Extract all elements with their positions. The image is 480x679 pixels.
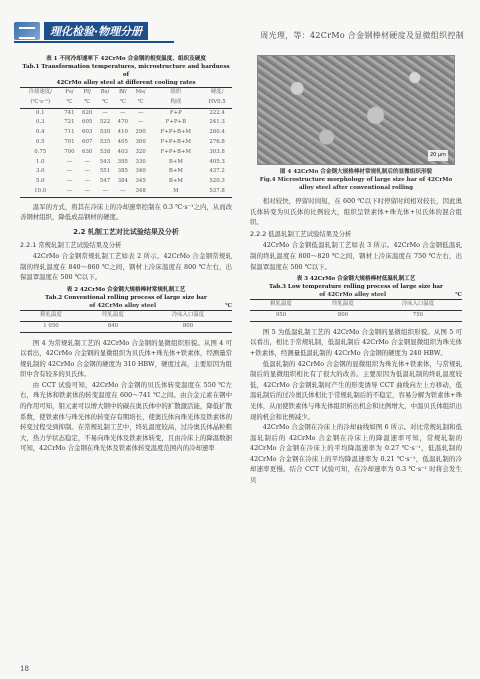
table1-cell: 395	[117, 158, 128, 165]
table1-unit-row	[20, 98, 232, 108]
table1-unit: ℃	[66, 98, 73, 105]
table1-cell: F+P+B+M	[160, 148, 192, 155]
table1-header-row	[20, 88, 232, 98]
table3-header: 冷床入口温度	[401, 301, 435, 308]
table1-cell: 1.0	[35, 158, 45, 165]
table1-cell: —	[66, 187, 73, 194]
table1-row	[20, 138, 232, 148]
table1-cell: —	[84, 178, 90, 185]
table1-cell: 0.3	[35, 119, 45, 126]
table1-row	[20, 177, 232, 187]
table1-cell: F+P	[169, 109, 182, 116]
table1-cell: —	[102, 109, 108, 116]
table2-cell: 840	[107, 322, 119, 329]
left-column	[20, 55, 232, 454]
table1-cell: B+M	[168, 178, 183, 185]
table1-cell: 405.3	[209, 158, 225, 165]
table1-unit: ℃	[102, 98, 109, 105]
journal-name: 理化检验·物理分册	[44, 22, 148, 40]
table1-cell: 405	[117, 138, 128, 145]
table2-title-en2: of 42CrMo alloy steel	[89, 302, 157, 309]
table1	[20, 87, 232, 198]
table2-cell: 800	[182, 322, 194, 329]
table1-cell: 547	[99, 178, 111, 185]
table3-title-en2: of 42CrMo alloy steel	[319, 292, 387, 299]
table1-cell: 522	[99, 119, 111, 126]
figure4-caption-en: Fig.4 Microstructure morphology of large size bar of 42CrMo	[259, 177, 453, 183]
table1-row	[20, 167, 232, 177]
table1-unit: HV0.5	[208, 98, 226, 105]
table1-cell: 701	[64, 138, 75, 145]
table1-cell: 0.75	[34, 148, 47, 155]
table1-header: Bf/	[118, 89, 127, 95]
table1-cell: M	[173, 187, 179, 194]
table1-cell: —	[84, 158, 90, 165]
scale-bar-label: 20 μm	[428, 150, 448, 161]
page-header	[0, 0, 480, 48]
table1-cell: 603	[82, 129, 93, 136]
paragraph: 相对较快，停留时间短，在 600 ℃以下时停留时间相对较长，因此奥氏体转变为贝氏体的比例较大，组织呈铁素体+珠光体+贝氏体的混合组织。	[250, 197, 462, 227]
table3-unit: ℃	[455, 292, 462, 299]
table1-cell: 303.8	[209, 148, 225, 155]
table1-header: 组织	[170, 89, 182, 95]
running-head: 周光理，等：42CrMo 合金钢棒材硬度及显微组织控制	[260, 31, 464, 40]
right-column	[250, 55, 462, 486]
table1-cell: 276.8	[209, 138, 225, 145]
table1-cell: 300	[135, 138, 146, 145]
table2-cell: 1 050	[43, 322, 59, 329]
paragraph: 42CrMo 合金钢常规轧制工艺如表 2 所示。42CrMo 合金钢常规轧制的终轧温度在 840～860 ℃之间，钢材上冷床温度在 800 ℃左右，出保温罩温度在 500 ℃以下。	[20, 252, 232, 282]
table1-cell: 437.2	[209, 168, 225, 175]
table1-cell: 320	[135, 148, 146, 155]
subsection-heading: 2.2.2 低温轧制工艺试验结果及分析	[250, 229, 352, 238]
table1-cell: —	[120, 187, 126, 194]
paragraph: 低温轧制的 42CrMo 合金钢的显微组织为珠光体+铁素体，与常规轧制后的显微组织相比有了很大的改善。主要原因为低温轧制的终轧温度较低，42CrMo 合金钢轧制时产生的形变诱导 CCT 曲线向左上方移动，低温轧制后的过冷奥氏体相比于常规轧制后的不稳定，容易分解为铁素体+珠光体，从而使铁素体与珠光体组织析出机会和比例增大，中温贝氏体组织出现的机会和比例减少。	[250, 359, 462, 421]
paragraph: 图 4 为常规轧制工艺的 42CrMo 合金钢的显微组织形貌。从图 4 可以看出，42CrMo 合金钢的显微组织为贝氏体+珠光体+铁素体，经测量常规轧制的 42CrMo 合金钢的硬度为 310 HBW，硬度过高，主要原因为组织中含有较多的贝氏体。	[20, 338, 232, 379]
table1-cell: 630	[82, 148, 93, 155]
table1-cell: 551	[99, 168, 111, 175]
table1-cell: 330	[135, 158, 146, 165]
table3-cell: 800	[337, 311, 349, 318]
journal-emblem-icon	[14, 22, 40, 40]
table3-cell: 750	[412, 311, 424, 318]
table1-row	[20, 118, 232, 128]
table2-title-line	[20, 302, 232, 310]
table1-cell: 535	[99, 138, 111, 145]
table1-row	[20, 128, 232, 138]
table1-cell: —	[84, 187, 90, 194]
table1-cell: 607	[82, 138, 93, 145]
table1-cell: 5.0	[35, 178, 45, 185]
table1-unit: ℃	[119, 98, 126, 105]
table1-cell: 620	[82, 109, 93, 116]
table2-title-en: Tab.2 Conventional rolling process of large size bar	[45, 294, 207, 301]
table1-cell: 0.5	[35, 138, 45, 145]
paragraph: 42CrMo 合金钢低温轧制工艺如表 3 所示。42CrMo 合金钢低温轧制的终轧温度在 800～820 ℃之间，钢材上冷床温度在 750 ℃左右，出保温罩温度在 500 ℃以下。	[250, 241, 462, 271]
paragraph: 由 CCT 试验可知，42CrMo 合金钢的贝氏体转变温度在 550 ℃左右，珠光体和铁素体的转变温度在 600～741 ℃之间。由合金元素在钢中的作用可知，钼元素可以增大钢中的碳在奥氏体中的扩散激活能，降低扩散系数，使铁素体与珠光体的转变存有期培长，使奥氏体向珠光体及铁素体的转变过程受到抑制。在常规轧制工艺中，终轧温度较高，过冷奥氏体晶粒粗大，热力学状态稳定，不易向珠光体及铁素体转变，且由冷床上的降温数据可知，42CrMo 合金钢在珠光体及铁素体转变温度范围内的冷却速率	[20, 380, 232, 453]
table1-unit: 构成	[170, 98, 182, 105]
table1-cell: B+M	[168, 168, 183, 175]
figure4-caption-cn: 图 4 42CrMo 合金钢大规格棒材常规轧制后的显微组织形貌	[279, 169, 433, 175]
table2	[20, 310, 232, 333]
table1-cell: 711	[64, 129, 75, 136]
table1-title-en2: 42CrMo alloy steel at different cooling rates	[56, 80, 196, 86]
table1-cell: 605	[82, 119, 93, 126]
table1-body	[20, 108, 232, 197]
table1-cell: 470	[117, 119, 128, 126]
section-heading: 2.2 轧制工艺对比试验结果及分析	[73, 227, 179, 236]
table1-cell: —	[120, 109, 126, 116]
table1-cell: 348	[135, 187, 146, 194]
table3-title-line	[250, 291, 462, 299]
table1-cell: 222.4	[209, 109, 225, 116]
table1-cell: 520.3	[209, 178, 225, 185]
table1-cell: 721	[64, 119, 75, 126]
journal-logo	[14, 22, 148, 40]
page-number: 18	[20, 665, 29, 673]
table3-cell: 950	[275, 311, 287, 318]
paragraph: 42CrMo 合金钢在冷床上的冷却曲线如图 6 所示。对比常规轧制和低温轧制后的 42CrMo 合金钢在冷床上的降温速率可知，常规轧制的 42CrMo 合金钢在冷床上的平均降温速率为 0.27 ℃·s⁻¹，低温轧制的 42CrMo 合金钢在冷床上的平均降温速率为 0.21 ℃·s⁻¹，低温轧制的冷却速率更慢。结合 CCT 试验可知，在冷却速率为 0.3 ℃·s⁻¹ 时将会发生贝	[250, 423, 462, 485]
table1-cell: 543	[99, 158, 111, 165]
table1-cell: —	[66, 168, 73, 175]
table2-header: 冷床入口温度	[171, 311, 205, 318]
table1-cell: 340	[135, 168, 146, 175]
table1-cell: —	[137, 119, 144, 126]
table1-cell: 530	[99, 129, 111, 136]
table1-header: 冷却速度/	[28, 89, 52, 95]
header-rule	[14, 41, 174, 43]
table1-header: Ms/	[135, 89, 146, 95]
table2-header: 粗轧温度	[40, 311, 62, 318]
table1-cell: 290	[135, 129, 146, 136]
table1-cell: 241.3	[209, 119, 225, 126]
table1-cell: 384	[117, 178, 128, 185]
table1-unit: ℃	[137, 98, 144, 105]
table3-row	[250, 310, 462, 321]
table1-cell: B+M	[168, 158, 183, 165]
table1-cell: 10.0	[34, 187, 47, 194]
table1-title-cn: 表 1 不同冷却速率下 42CrMo 合金钢的相变温度、组织及硬度	[46, 56, 206, 62]
table1-cell: 345	[135, 178, 146, 185]
table1-cell: 0.1	[35, 109, 45, 116]
subsection-heading: 2.2.1 常规轧制工艺试验结果及分析	[20, 240, 122, 249]
table1-cell: 410	[117, 129, 128, 136]
table1-cell: 403	[117, 148, 128, 155]
table1-header: Bs/	[100, 89, 110, 95]
table1-cell: —	[137, 109, 144, 116]
micrograph-figure4	[257, 55, 455, 165]
figure4-caption-en2: alloy steel after conventional rolling	[298, 185, 414, 191]
table2-unit: ℃	[225, 302, 232, 309]
table2-title-cn: 表 2 42CrMo 合金钢大规格棒材常规轧制工艺	[66, 286, 186, 293]
table1-row	[20, 108, 232, 118]
table1-cell: 385	[117, 168, 128, 175]
table1-cell: —	[66, 158, 73, 165]
table1-cell: 0.4	[35, 129, 45, 136]
table1-unit: ℃	[84, 98, 91, 105]
table2-header-row	[20, 310, 232, 321]
table1-cell: 3.0	[35, 168, 45, 175]
table2-header: 终轧温度	[102, 311, 124, 318]
table1-cell: —	[102, 187, 108, 194]
table1-cell: —	[66, 178, 73, 185]
table1-title-en: Tab.1 Transformation temperatures, microstructure and hardness of	[22, 64, 230, 78]
paragraph: 图 5 为低温轧制工艺的 42CrMo 合金钢的显微组织形貌。从图 5 可以看出，相比于常规轧制，低温轧制后 42CrMo 合金钢显微组织为珠光体+铁素体，经测量低温轧制的 42CrMo 合金钢的硬度为 240 HBW。	[250, 327, 462, 357]
table3-header: 终轧温度	[332, 301, 354, 308]
table1-header: Fs/	[65, 89, 74, 95]
table1-header: 硬度/	[210, 89, 224, 95]
table1-cell: 280.4	[209, 129, 225, 136]
table3-title-en: Tab.3 Low temperature rolling process of large size bar	[268, 284, 443, 291]
table1-cell: F+P+B	[165, 119, 187, 126]
table2-row	[20, 321, 232, 332]
table3-header: 粗轧温度	[270, 301, 292, 308]
table1-unit: (℃·s⁻¹)	[30, 98, 51, 105]
table1-cell: 741	[64, 109, 75, 116]
table3-title-cn: 表 3 42CrMo 合金钢大规格棒材低温轧制工艺	[296, 276, 416, 283]
table1-header: Pf/	[83, 89, 91, 95]
table1-row	[20, 158, 232, 168]
paragraph: 温军的方式，将其在冷床上的冷却速率控制在 0.3 ℃·s⁻¹之内，从而改善钢材组织，降低成品钢材的硬度。	[20, 202, 232, 222]
table3-header-row	[250, 300, 462, 311]
table1-cell: —	[84, 168, 90, 175]
table1-row	[20, 187, 232, 197]
table1-cell: 700	[64, 148, 75, 155]
table1-cell: 537.8	[209, 187, 225, 194]
table3	[250, 299, 462, 322]
table1-cell: F+P+B+M	[160, 138, 192, 145]
table1-row	[20, 148, 232, 158]
table1-cell: F+P+B+M	[160, 129, 192, 136]
table1-cell: 538	[99, 148, 111, 155]
